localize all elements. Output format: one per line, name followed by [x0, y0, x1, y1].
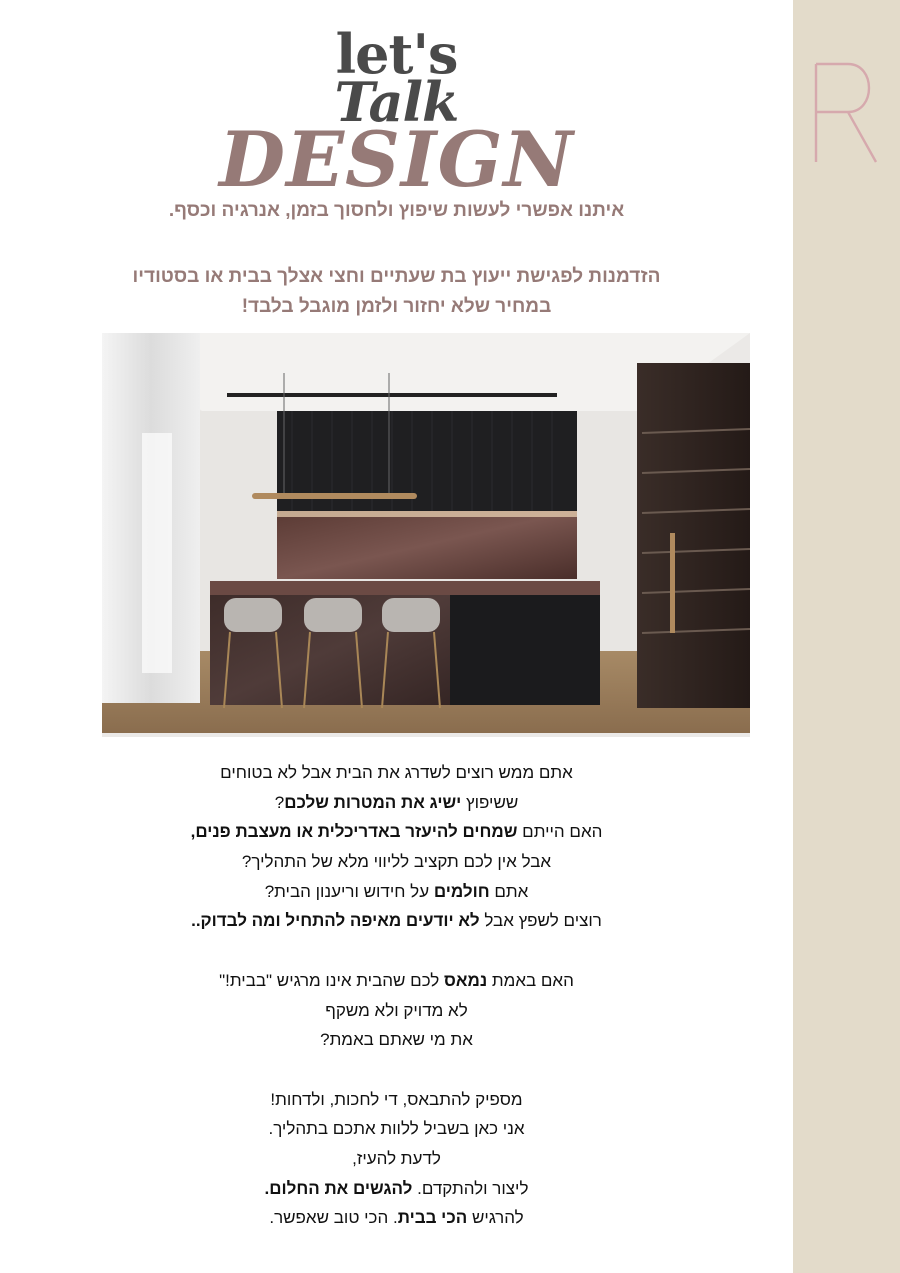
body-line: את מי שאתם באמת? [320, 1030, 473, 1050]
decorative-sidebar [793, 0, 900, 1273]
body-line: ששיפוץ ישיג את המטרות שלכם? [274, 792, 519, 812]
body-line: לדעת להעיז, [352, 1148, 441, 1168]
body-line: אני כאן בשביל ללוות אתכם בתהליך. [268, 1119, 525, 1139]
body-line: רוצים לשפץ אבל לא יודעים מאיפה להתחיל ומה לבדוק.. [191, 911, 602, 931]
body-line: אבל אין לכם תקציב לליווי מלא של התהליך? [241, 852, 552, 872]
body-line: מספיק להתבאס, די לחכות, ולדחות! [270, 1089, 523, 1109]
body-line: האם הייתם שמחים להיעזר באדריכלית או מעצבת פנים, [190, 822, 603, 842]
offer-line-1: הזדמנות לפגישת ייעוץ בת שעתיים וחצי אצלך בבית או בסטודיו [132, 266, 661, 287]
body-copy [0, 758, 793, 1233]
headline-design: DESIGN [219, 115, 574, 204]
offer-line-2: במחיר שלא יחזור ולזמן מוגבל בלבד! [241, 296, 552, 317]
kitchen-hero-image [102, 333, 750, 737]
body-line: לא מדויק ולא משקף [325, 1000, 468, 1020]
body-line: אתם ממש רוצים לשדרג את הבית אבל לא בטוחים [220, 763, 573, 782]
body-line: האם באמת נמאס לכם שהבית אינו מרגיש "בבית!" [219, 970, 574, 990]
body-line: להרגיש הכי בבית. הכי טוב שאפשר. [269, 1208, 524, 1228]
headline-talk: Talk [334, 70, 459, 134]
body-line: ליצור ולהתקדם. להגשים את החלום. [264, 1178, 529, 1198]
brand-logo-r-icon [812, 62, 880, 166]
body-line: אתם חולמים על חידוש וריענון הבית? [264, 881, 529, 901]
tagline: איתנו אפשרי לעשות שיפוץ ולחסוך בזמן, אנרגיה וכסף. [168, 200, 625, 221]
offer-text [0, 262, 793, 322]
headline-lets: let's [335, 22, 458, 86]
